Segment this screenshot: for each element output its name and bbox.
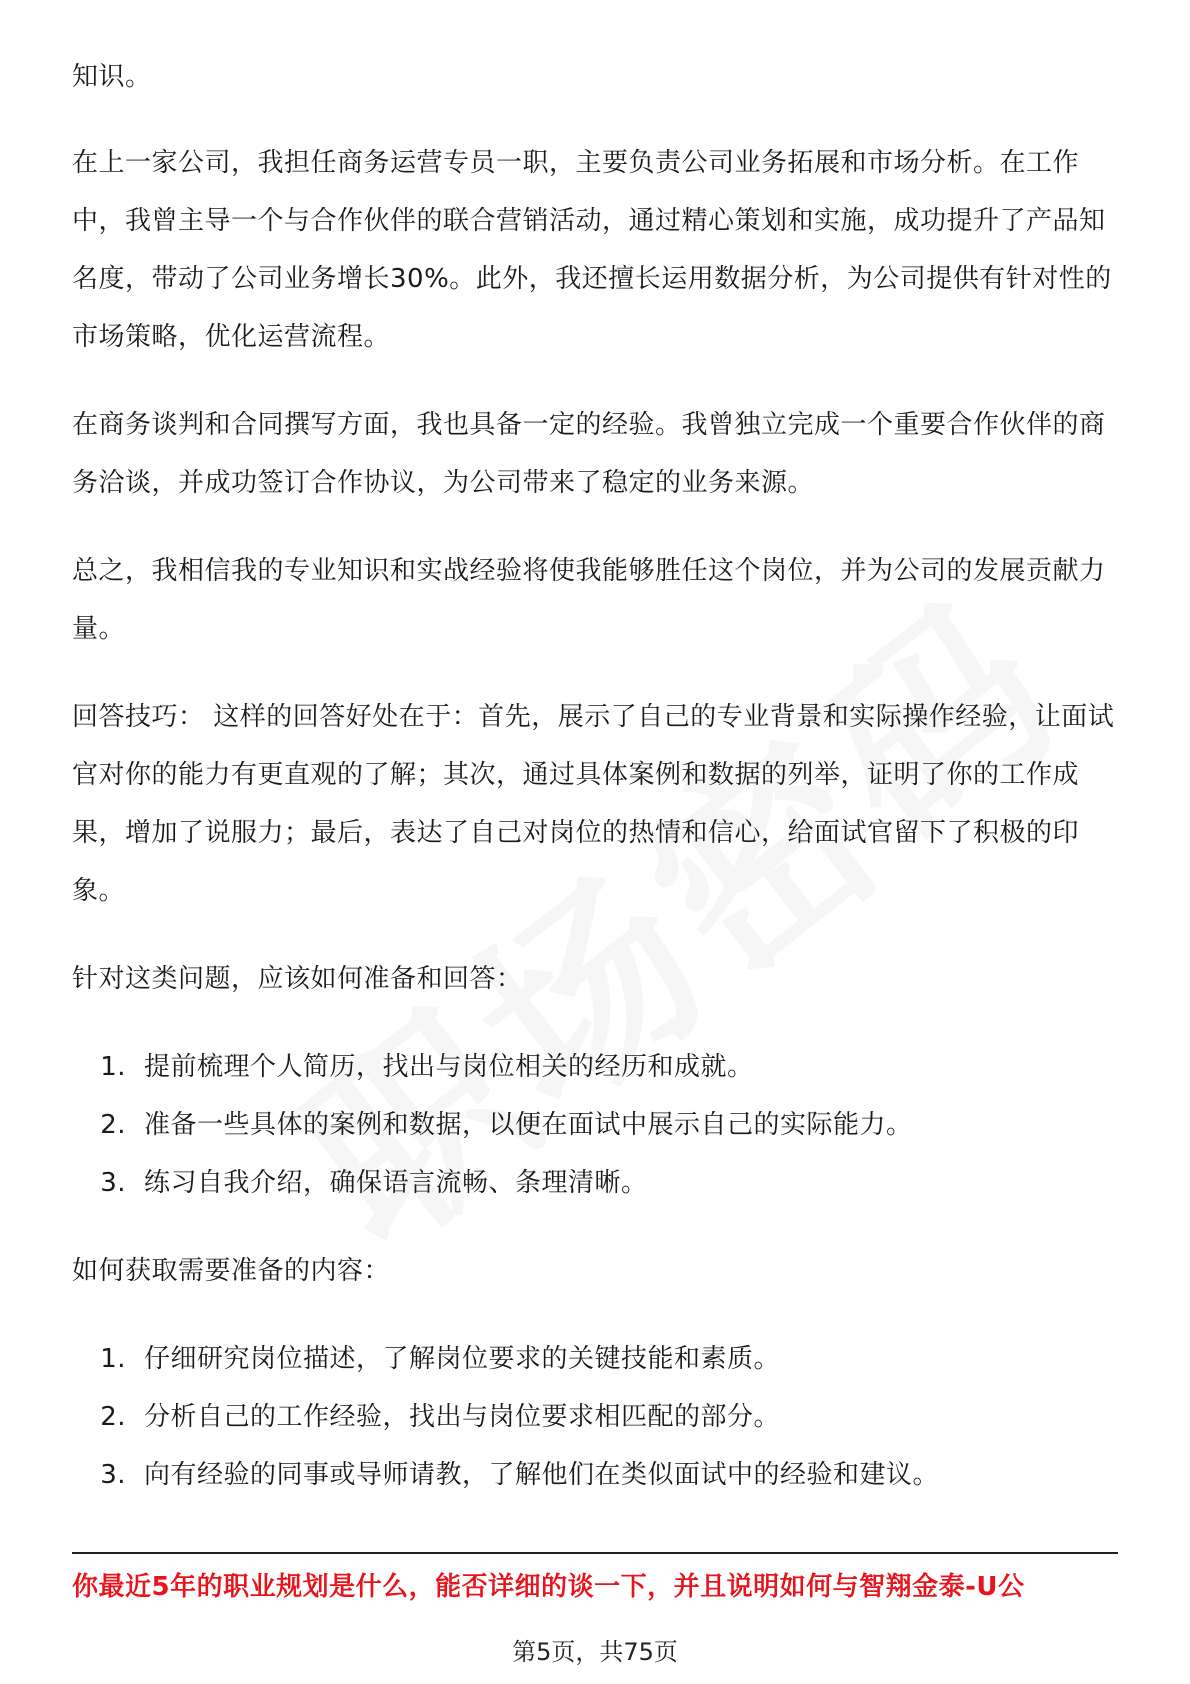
paragraph-experience: 在上一家公司，我担任商务运营专员一职，主要负责公司业务拓展和市场分析。在工作中，我曾主导一个与合作伙伴的联合营销活动，通过精心策划和实施，成功提升了产品知名度，带动了公司业务增长30%。此外，我还擅长运用数据分析，为公司提供有针对性的市场策略，优化运营流程。 [72, 148, 1112, 352]
paragraph-prepare-heading: 针对这类问题，应该如何准备和回答： [72, 964, 523, 994]
paragraph-conclusion: 总之，我相信我的专业知识和实战经验将使我能够胜任这个岗位，并为公司的发展贡献力量。 [72, 556, 1106, 644]
list-item-number: 3. [100, 1168, 126, 1198]
paragraph-continuation: 知识。 [72, 62, 152, 92]
document-body [72, 48, 1118, 1534]
list-item-number: 2. [100, 1402, 126, 1432]
paragraph-obtain-heading: 如何获取需要准备的内容： [72, 1256, 391, 1286]
next-question-heading: 你最近5年的职业规划是什么，能否详细的谈一下，并且说明如何与智翔金泰-U公 [72, 1572, 1025, 1602]
list-item-number: 1. [100, 1052, 126, 1082]
list-item-text: 练习自我介绍，确保语言流畅、条理清晰。 [144, 1168, 648, 1198]
obtain-list [72, 1330, 1118, 1504]
list-item-text: 分析自己的工作经验，找出与岗位要求相匹配的部分。 [144, 1402, 781, 1432]
list-item [72, 1388, 1118, 1446]
list-item-number: 1. [100, 1344, 126, 1374]
list-item-text: 仔细研究岗位描述，了解岗位要求的关键技能和素质。 [144, 1344, 781, 1374]
list-item-number: 2. [100, 1110, 126, 1140]
list-item [72, 1096, 1118, 1154]
paragraph-answer-tips: 回答技巧： 这样的回答好处在于：首先，展示了自己的专业背景和实际操作经验，让面试官对你的能力有更直观的了解；其次，通过具体案例和数据的列举，证明了你的工作成果，增加了说服力；最后，表达了自己对岗位的热情和信心，给面试官留下了积极的印象。 [72, 702, 1115, 906]
list-item [72, 1330, 1118, 1388]
list-item-text: 提前梳理个人简历，找出与岗位相关的经历和成就。 [144, 1052, 754, 1082]
prepare-list [72, 1038, 1118, 1212]
list-item-number: 3. [100, 1460, 126, 1490]
list-item [72, 1038, 1118, 1096]
list-item [72, 1154, 1118, 1212]
page-number: 第5页，共75页 [512, 1638, 678, 1666]
list-item-text: 准备一些具体的案例和数据，以便在面试中展示自己的实际能力。 [144, 1110, 913, 1140]
section-divider [72, 1552, 1118, 1554]
list-item [72, 1446, 1118, 1504]
list-item-text: 向有经验的同事或导师请教，了解他们在类似面试中的经验和建议。 [144, 1460, 940, 1490]
paragraph-negotiation: 在商务谈判和合同撰写方面，我也具备一定的经验。我曾独立完成一个重要合作伙伴的商务洽谈，并成功签订合作协议，为公司带来了稳定的业务来源。 [72, 410, 1106, 498]
